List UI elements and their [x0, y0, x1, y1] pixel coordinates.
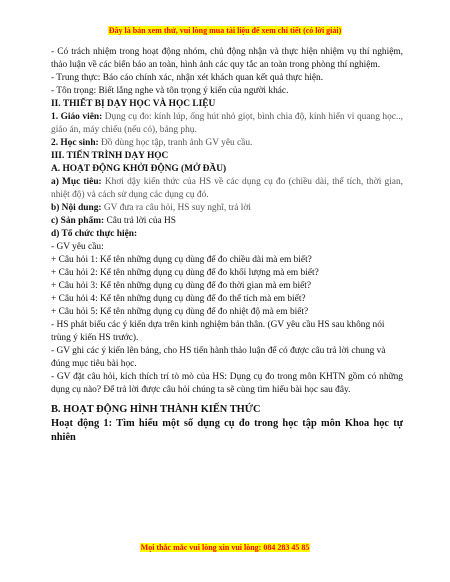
teacher-question-paragraph: - GV đặt câu hỏi, kích thích trí tò mò của HS: Dụng cụ đo trong môn KHTN gồm có những dụng cụ nào? Để trả lời được câu hỏi chúng ta sẽ cùng tìm hiểu bài học sau đây.	[51, 372, 403, 395]
question-2: + Câu hỏi 2: Kể tên những dụng cụ dùng để đo khối lượng mà em biết?	[51, 268, 319, 278]
product-item	[51, 215, 403, 228]
teacher-materials	[51, 111, 403, 137]
teacher-materials-text: Dụng cụ đo: kính lúp, ống hút nhỏ giọt, bình chia độ, kính hiển vi quang học.., giáo án, máy chiếu (nếu có), bảng phụ.	[51, 112, 404, 135]
question-3: + Câu hỏi 3: Kể tên những dụng cụ dùng để đo thời gian mà em biết?	[51, 281, 312, 291]
objective-item	[51, 176, 403, 202]
teacher-request-line: - GV yêu cầu:	[51, 242, 104, 252]
honesty-paragraph: - Trung thực: Báo cáo chính xác, nhận xét khách quan kết quả thực hiện.	[51, 73, 324, 83]
product-text: Câu trả lời của HS	[104, 216, 177, 226]
teacher-label: 1. Giáo viên:	[51, 112, 103, 122]
warmup-activity-heading: A. HOẠT ĐỘNG KHỞI ĐỘNG (MỞ ĐẦU)	[51, 164, 227, 174]
teacher-board-paragraph: - GV ghi các ý kiến lên bảng, cho HS tiến hành thảo luận để có được câu trả lời chung và đúng mục tiêu bài học.	[51, 346, 386, 369]
preview-notice-banner	[0, 20, 450, 38]
preview-notice-text: Đây là bản xem thử, vui lòng mua tài liệu để xem chi tiết (có lời giải)	[108, 26, 342, 35]
product-label: c) Sản phẩm:	[51, 216, 105, 226]
student-response-paragraph: - HS phát biểu các ý kiến dựa trên kinh nghiệm bản thân. (GV yêu cầu HS sau không nói trùng ý kiến HS trước).	[51, 320, 385, 343]
student-materials	[51, 137, 403, 150]
objective-text: Khơi dậy kiến thức của HS về các dụng cụ đo (chiều dài, thể tích, thời gian, nhiệt độ) và cách sử dụng các dụng cụ đó.	[51, 177, 403, 200]
contact-notice-banner	[0, 537, 450, 555]
teaching-process-heading: III. TIẾN TRÌNH DẠY HỌC	[51, 151, 169, 161]
question-4: + Câu hỏi 4: Kể tên những dụng cụ dùng để đo thể tích mà em biết?	[51, 294, 306, 304]
responsibility-paragraph: - Có trách nhiệm trong hoạt động nhóm, chủ động nhận và thực hiện nhiệm vụ thí nghiệm, thảo luận về các biển báo an toàn, hình ảnh các quy tắc an toàn trong phòng thí nghiệm.	[51, 47, 403, 70]
content-label: b) Nội dung:	[51, 203, 102, 213]
student-label: 2. Học sinh:	[51, 138, 99, 148]
activity-1-heading: Hoạt động 1: Tìm hiểu một số dụng cụ đo trong học tập môn Khoa học tự nhiên	[51, 418, 403, 443]
equipment-heading: II. THIẾT BỊ DẠY HỌC VÀ HỌC LIỆU	[51, 99, 216, 109]
contact-notice-text: Mọi thắc mắc vui lòng xin vui lòng: 084 283 45 85	[140, 543, 310, 552]
question-5: + Câu hỏi 5: Kể tên những dụng cụ dùng để đo nhiệt độ mà em biết?	[51, 307, 309, 317]
content-item	[51, 202, 403, 215]
objective-label: a) Mục tiêu:	[51, 177, 102, 187]
question-1: + Câu hỏi 1: Kể tên những dụng cụ dùng để đo chiều dài mà em biết?	[51, 255, 312, 265]
student-materials-text: Đồ dùng học tập, tranh ảnh GV yêu cầu.	[98, 138, 253, 148]
content-text: GV đưa ra câu hỏi, HS suy nghĩ, trả lời	[101, 203, 251, 213]
respect-paragraph: - Tôn trọng: Biết lắng nghe và tôn trọng ý kiến của người khác.	[51, 86, 289, 96]
knowledge-activity-heading: B. HOẠT ĐỘNG HÌNH THÀNH KIẾN THỨC	[51, 404, 261, 415]
organization-heading: d) Tổ chức thực hiện:	[51, 229, 138, 239]
lesson-content	[51, 46, 403, 445]
